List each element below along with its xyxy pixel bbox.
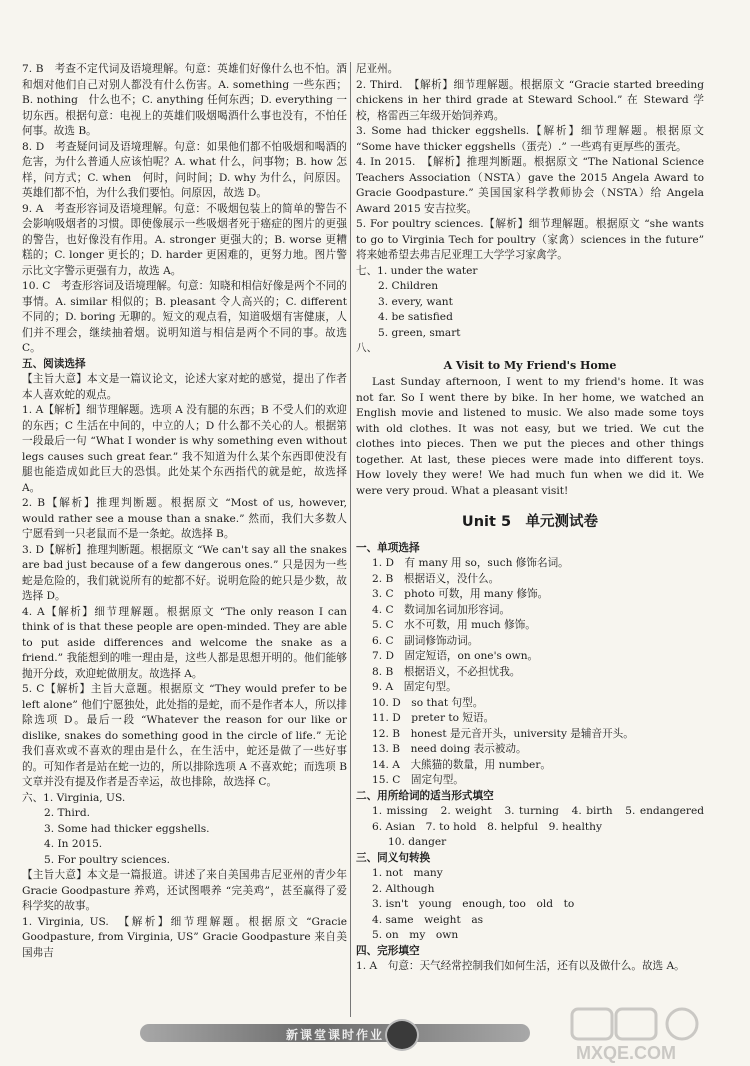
list-item: 2. Children <box>378 280 439 292</box>
list-item: 4. C 数词加名词加形容词。 <box>372 603 511 616</box>
list-item: 11. D preter to 短语。 <box>372 712 495 724</box>
column-divider <box>350 62 351 1017</box>
list-item: 2. B 根据语义，没什么。 <box>372 572 500 585</box>
section-heading: 二、用所给词的适当形式填空 <box>356 789 494 802</box>
footer-logo-icon <box>385 1019 419 1051</box>
list-item: 8. B 根据语义，不必担忧我。 <box>372 665 521 678</box>
reading-answer-3: 3. D【解析】推理判断题。根据原文 “We can't say all the snakes are bad just because of a few dangerous ones.” 只是因为一些蛇是危险的，我们就说所有的蛇都不好。说明危险的蛇只是少数，故选择 D。 <box>22 543 347 602</box>
section-heading: 一、单项选择 <box>356 541 420 554</box>
explanation-5: 5. For poultry sciences.【解析】细节理解题。根据原文 “she wants to go to Virginia Tech for poultry（家禽）sciences in the future” 将来她希望去弗吉尼亚理工大学学习家禽学。 <box>356 218 704 261</box>
reading-answer-1: 1. A【解析】细节理解题。选项 A 没有腿的东西；B 不受人们的欢迎的东西；C 生活在中间的，中立的人；D 什么都不关心的人。根据第一段最后一句 “What I wonder is why something even without legs causes such great fear.” 我不知道为什么某个东西即使没有腿也能造成如此巨大的恐惧。此处某个东西指代的就是蛇，故选择 A。 <box>22 404 347 494</box>
section-heading: 三、同义句转换 <box>356 851 431 864</box>
list-item: 14. A 大熊猫的数量，用 number。 <box>372 758 551 771</box>
answer-q10: 10. C 考查形容词及语境理解。句意：知晓和相信好像是两个不同的事情。A. similar 相似的；B. pleasant 令人高兴的；C. different 不同的；D. boring 无聊的。短文的观点看，知道吸烟有害健康，人们并不理会，继续抽着烟。说明知道与相信是两个不同的事。故选 C。 <box>22 280 347 354</box>
answer-q8: 8. D 考查疑问词及语境理解。句意：如果他们都不怕吸烟和喝酒的危害，为什么普通人应该怕呢？A. what 什么，问事物；B. how 怎样，问方式；C. when 何时，问时间；D. why 为什么，问原因。英雄们都不怕，为什么我们要怕。问原因，故选 D。 <box>22 140 347 199</box>
story-title: A Visit to My Friend's Home <box>443 358 617 372</box>
list-item: 5. C 水不可数，用 much 修饰。 <box>372 619 536 631</box>
list-item: 5. on my own <box>372 929 459 941</box>
main-idea-gracie: 【主旨大意】本文是一篇报道。讲述了来自美国弗吉尼亚州的青少年 Gracie Goodpasture 养鸡，还试图喂养 “完美鸡”，甚至赢得了爱科学奖的故事。 <box>22 869 347 912</box>
explanation-3: 3. Some had thicker eggshells.【解析】细节理解题。根据原文 “Some have thicker eggshells（蛋壳）.” 一些鸡有更厚些的蛋壳。 <box>356 125 704 153</box>
section-six-first: 六、1. Virginia, US. <box>22 791 126 804</box>
explanation-1: 1. Virginia, US. 【解析】细节理解题。根据原文 “Gracie Goodpasture, from Virginia, US” Gracie Goodpasture 来自美国弗吉 <box>22 915 347 959</box>
list-item: 3. C photo 可数，用 many 修饰。 <box>372 588 549 600</box>
explanation-1-continued: 尼亚州。 <box>356 63 399 75</box>
watermark-text: MXQE.COM <box>576 1043 677 1063</box>
list-item: 4. same weight as <box>372 913 484 926</box>
list-item: 2. Third. <box>44 807 90 819</box>
unit-title: Unit 5 单元测试卷 <box>461 514 599 530</box>
section-reading-heading: 五、阅读选择 <box>22 357 86 370</box>
list-item: 3. Some had thicker eggshells. <box>44 822 210 835</box>
main-idea-snakes: 【主旨大意】本文是一篇议论文，论述大家对蛇的感觉，提出了作者本人喜欢蛇的观点。 <box>22 373 347 401</box>
cloze-answer-1: 1. A 句意：天气经常控制我们如何生活，还有以及做什么。故选 A。 <box>356 960 685 972</box>
list-item: 1. D 有 many 用 so，such 修饰名词。 <box>372 557 569 569</box>
story-body: Last Sunday afternoon, I went to my friend's home. It was not far. So I went there by bike. In her home, we watched an English movie and listened to music. We also made some toys with old clothes. It was not easy, but we tried. We cut the clothes into pieces. Then we put the pieces and other things together. At last, these pieces were made into different toys. How lovely they were! We had much fun when we did it. We were very proud. What a pleasant visit! <box>356 376 704 497</box>
explanation-4: 4. In 2015. 【解析】推理判断题。根据原文 “The National Science Teachers Association（NSTA）gave the 2015 Angela Award to Gracie Goodpasture.” 美国国家科学教师协会（NSTA）给 Angela Award 2015 安吉拉奖。 <box>356 156 704 215</box>
right-column <box>356 62 715 975</box>
list-item: 10. D so that 句型。 <box>372 696 484 709</box>
list-item: 13. B need doing 表示被动。 <box>372 743 527 755</box>
reading-answer-2: 2. B【解析】推理判断题。根据原文 “Most of us, however, would rather see a mouse than a snake.” 然而，我们大多数人宁愿看到一只老鼠而不是一条蛇。故选择 B。 <box>22 497 347 540</box>
list-item: 15. C 固定句型。 <box>372 774 464 786</box>
section-seven-first: 七、1. under the water <box>356 264 478 277</box>
list-item: 9. A 固定句型。 <box>372 681 457 693</box>
list-item: 4. be satisfied <box>378 311 453 323</box>
fill-blank-line: 1. missing 2. weight 3. turning 4. birth 5. endangered 6. Asian 7. to hold 8. helpful 9. healthy <box>372 805 715 833</box>
list-item: 2. Although <box>372 882 435 895</box>
list-item: 5. green, smart <box>378 326 461 339</box>
list-item: 7. D 固定短语，on one's own。 <box>372 650 539 662</box>
footer-brand: 新课堂课时作业 <box>285 1028 384 1042</box>
list-item: 3. isn't young enough, too old to <box>372 898 575 910</box>
list-item: 1. not many <box>372 867 443 879</box>
left-column <box>22 62 347 961</box>
explanation-2: 2. Third. 【解析】细节理解题。根据原文 “Gracie started breeding chickens in her third grade at Steward School.” 在 Steward 学校，格雷西三年级开始饲养鸡。 <box>356 78 704 122</box>
reading-answer-5: 5. C【解析】主旨大意题。根据原文 “They would prefer to be left alone” 他们宁愿独处，此处指的是蛇，而不是作者本人，所以排除选项 D。最后一段 “Whatever the reason for our like or dislike, snakes do something good in the circle of life.” 无论我们喜欢或不喜欢的理由是什么，在生活中，蛇还是做了一些好事的。可知作者是站在蛇一边的，所以排除选项 A 不喜欢蛇；而选项 B 文章并没有提及作者是否幸运，故也排除，故选择 C。 <box>22 683 347 788</box>
answer-q9: 9. A 考查形容词及语境理解。句意：不吸烟包装上的简单的警告不会影响吸烟者的习惯。即使像展示一些吸烟者死于癌症的图片的更强的警告，也好像没有作用。A. stronger 更强大的；B. worse 更糟糕的；C. longer 更长的；D. harder 更困难的，更努力地。图片警示比文字警示更强有力，故选 A。 <box>22 202 347 277</box>
list-item: 12. B honest 是元音开头，university 是辅音开头。 <box>372 727 634 740</box>
fill-blank-line: 10. danger <box>388 836 447 848</box>
watermark-logo-icon <box>570 1005 745 1063</box>
list-item: 5. For poultry sciences. <box>44 853 170 866</box>
list-item: 6. C 副词修饰动词。 <box>372 634 479 647</box>
answer-q7: 7. B 考查不定代词及语境理解。句意：英雄们好像什么也不怕。酒和烟对他们自己对别人都没有什么伤害。A. something 一些东西；B. nothing 什么也不；C. anything 任何东西；D. everything 一切东西。根据句意：电视上的英雄们吸烟喝酒什么事也没有，不怕任何事。故选 B。 <box>22 63 347 137</box>
list-item: 3. every, want <box>378 295 453 308</box>
reading-answer-4: 4. A【解析】细节理解题。根据原文 “The only reason I can think of is that these people are open-minded. They are able to put aside differences and welcome the snake as a friend.” 我能想到的唯一理由是，这些人都是思想开明的。他们能够抛开分歧，欢迎蛇做朋友。故选择 A。 <box>22 605 347 680</box>
section-eight-label: 八、 <box>356 342 378 354</box>
list-item: 4. In 2015. <box>44 838 103 850</box>
section-heading: 四、完形填空 <box>356 944 420 957</box>
